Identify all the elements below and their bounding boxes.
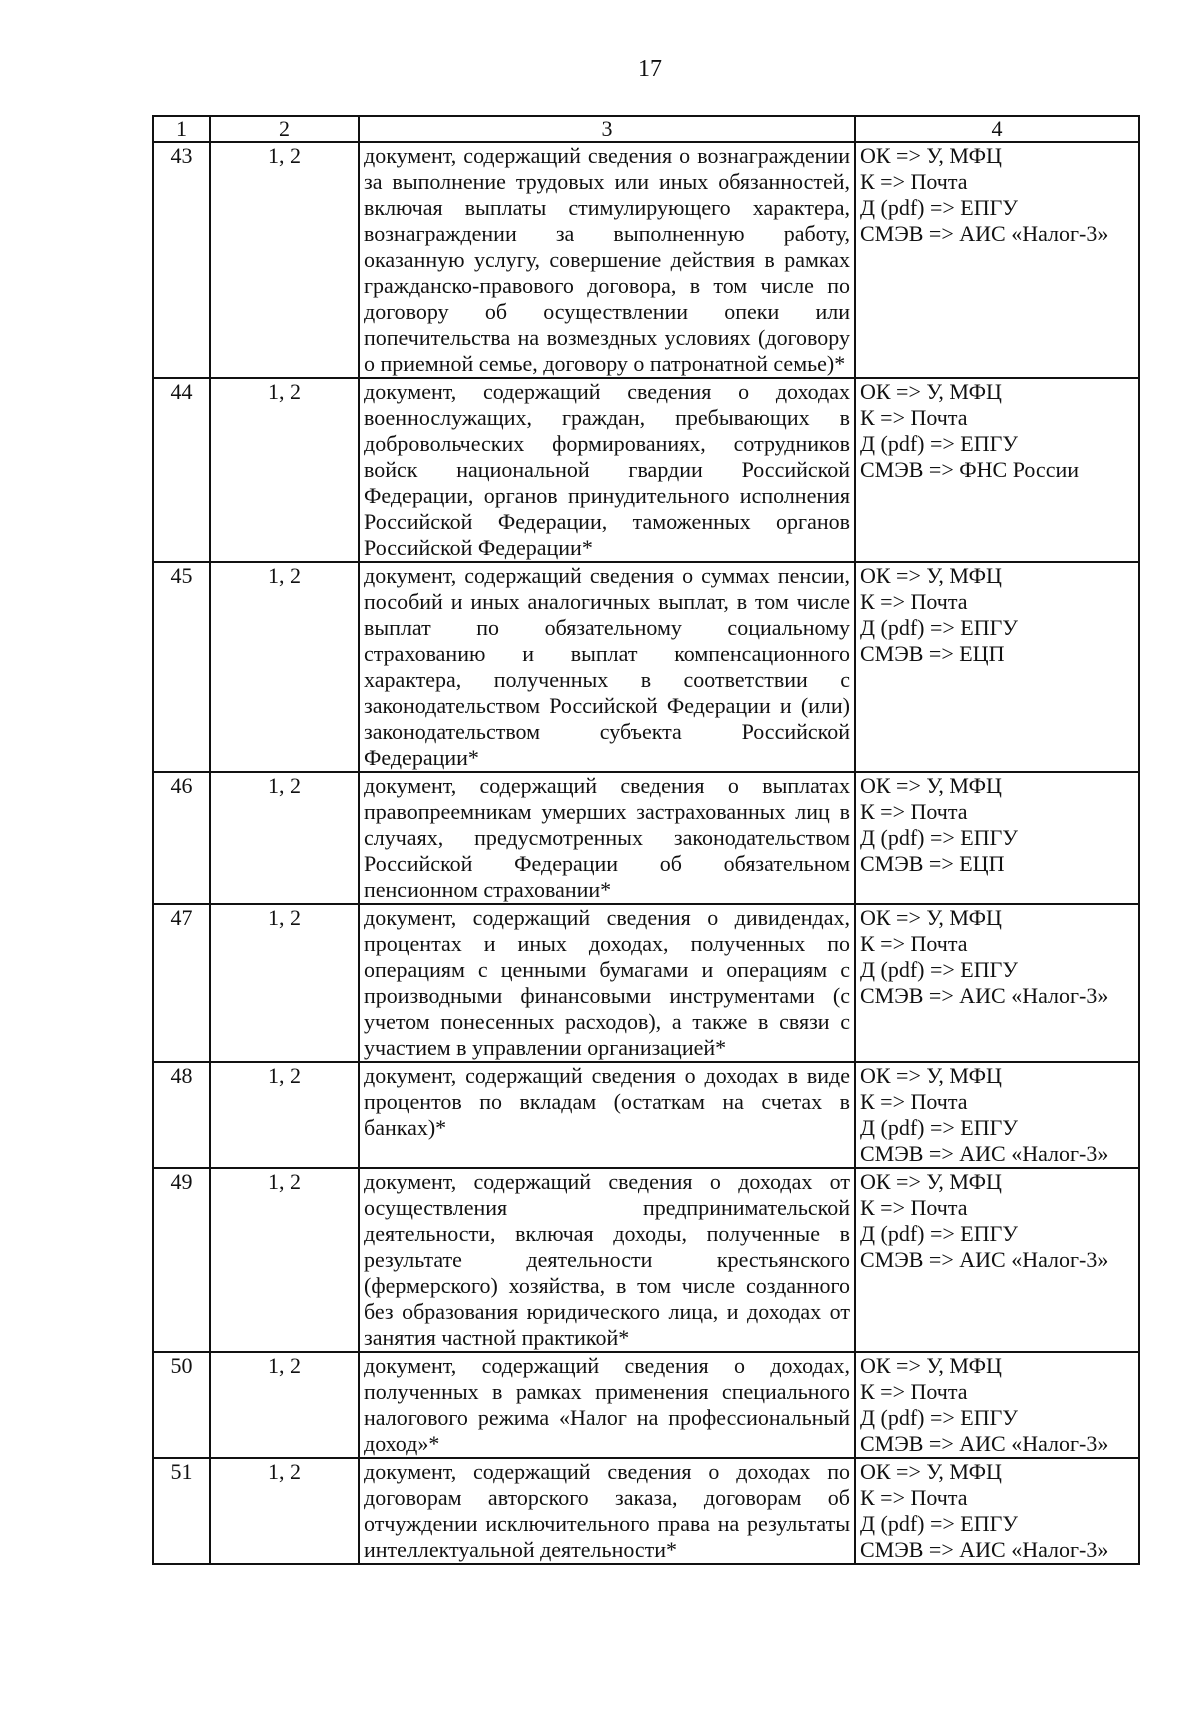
delivery-method-line: СМЭВ => ФНС России [860,457,1080,482]
delivery-method-line: Д (pdf) => ЕПГУ [860,1511,1018,1536]
row-description: документ, содержащий сведения о вознаграждении за выполнение трудовых или иных обязанностей, включая выплаты стимулирующего характера, вознаграждении за выполненную работу, оказанную услугу, совершение действия в рамках гражданско-правового договора, в том числе по договору об осуществлении опеки или попечительства на возмездных условиях (договору о приемной семье, договору о патронатной семье)* [359,142,855,378]
header-col-3: 3 [359,116,855,142]
delivery-method-line: К => Почта [860,589,968,614]
delivery-method-line: ОК => У, МФЦ [860,1353,1002,1378]
row-delivery-methods [855,142,1139,378]
row-number: 50 [153,1352,210,1458]
row-number: 47 [153,904,210,1062]
row-description: документ, содержащий сведения о доходах по договорам авторского заказа, договорам об отчуждении исключительного права на результаты интеллектуальной деятельности* [359,1458,855,1564]
table-row [153,142,1139,378]
delivery-method-line: СМЭВ => АИС «Налог-3» [860,983,1109,1008]
row-description: документ, содержащий сведения о дивидендах, процентах и иных доходах, полученных по операциям с ценными бумагами и операциям с производными финансовыми инструментами (с учетом понесенных расходов), а также в связи с участием в управлении организацией* [359,904,855,1062]
row-description: документ, содержащий сведения о выплатах правопреемникам умерших застрахованных лиц в случаях, предусмотренных законодательством Российской Федерации об обязательном пенсионном страховании* [359,772,855,904]
delivery-method-line: ОК => У, МФЦ [860,1459,1002,1484]
table-row [153,1062,1139,1168]
delivery-method-line: К => Почта [860,799,968,824]
header-col-2: 2 [210,116,359,142]
table-row [153,904,1139,1062]
table-row [153,772,1139,904]
row-source-codes: 1, 2 [210,1352,359,1458]
row-description: документ, содержащий сведения о суммах пенсии, пособий и иных аналогичных выплат, в том числе выплат по обязательному социальному страхованию и выплат компенсационного характера, полученных в соответствии с законодательством Российской Федерации и (или) законодательством субъекта Российской Федерации* [359,562,855,772]
delivery-method-line: ОК => У, МФЦ [860,905,1002,930]
delivery-method-line: Д (pdf) => ЕПГУ [860,1405,1018,1430]
table-row [153,1168,1139,1352]
table-row [153,1352,1139,1458]
row-description: документ, содержащий сведения о доходах от осуществления предпринимательской деятельности, включая доходы, полученные в результате деятельности крестьянского (фермерского) хозяйства, в том числе созданного без образования юридического лица, и доходах от занятия частной практикой* [359,1168,855,1352]
delivery-method-line: ОК => У, МФЦ [860,379,1002,404]
services-table [152,115,1140,1565]
row-source-codes: 1, 2 [210,1062,359,1168]
row-delivery-methods [855,1458,1139,1564]
delivery-method-line: ОК => У, МФЦ [860,563,1002,588]
page-number: 17 [638,56,662,82]
row-source-codes: 1, 2 [210,142,359,378]
delivery-method-line: К => Почта [860,169,968,194]
row-number: 44 [153,378,210,562]
row-source-codes: 1, 2 [210,1168,359,1352]
row-number: 43 [153,142,210,378]
row-number: 45 [153,562,210,772]
row-delivery-methods [855,1062,1139,1168]
row-source-codes: 1, 2 [210,562,359,772]
delivery-method-line: ОК => У, МФЦ [860,1169,1002,1194]
row-delivery-methods [855,772,1139,904]
delivery-method-line: К => Почта [860,1485,968,1510]
row-delivery-methods [855,1352,1139,1458]
row-delivery-methods [855,562,1139,772]
table-row [153,378,1139,562]
delivery-method-line: СМЭВ => АИС «Налог-3» [860,1141,1109,1166]
delivery-method-line: Д (pdf) => ЕПГУ [860,615,1018,640]
faint-stamp-mark [880,1685,960,1713]
row-number: 48 [153,1062,210,1168]
header-col-1: 1 [153,116,210,142]
row-number: 51 [153,1458,210,1564]
delivery-method-line: Д (pdf) => ЕПГУ [860,1221,1018,1246]
header-col-4: 4 [855,116,1139,142]
delivery-method-line: К => Почта [860,1089,968,1114]
delivery-method-line: ОК => У, МФЦ [860,1063,1002,1088]
row-source-codes: 1, 2 [210,772,359,904]
delivery-method-line: К => Почта [860,405,968,430]
row-delivery-methods [855,378,1139,562]
delivery-method-line: Д (pdf) => ЕПГУ [860,195,1018,220]
delivery-method-line: Д (pdf) => ЕПГУ [860,957,1018,982]
row-delivery-methods [855,904,1139,1062]
row-description: документ, содержащий сведения о доходах в виде процентов по вкладам (остаткам на счетах в банках)* [359,1062,855,1168]
row-source-codes: 1, 2 [210,904,359,1062]
row-description: документ, содержащий сведения о доходах военнослужащих, граждан, пребывающих в добровольческих формированиях, сотрудников войск национальной гвардии Российской Федерации, органов принудительного исполнения Российской Федерации, таможенных органов Российской Федерации* [359,378,855,562]
delivery-method-line: К => Почта [860,931,968,956]
delivery-method-line: К => Почта [860,1379,968,1404]
delivery-method-line: СМЭВ => ЕЦП [860,641,1005,666]
delivery-method-line: СМЭВ => АИС «Налог-3» [860,1431,1109,1456]
table-row [153,1458,1139,1564]
delivery-method-line: Д (pdf) => ЕПГУ [860,825,1018,850]
delivery-method-line: ОК => У, МФЦ [860,773,1002,798]
delivery-method-line: СМЭВ => АИС «Налог-3» [860,1247,1109,1272]
delivery-method-line: К => Почта [860,1195,968,1220]
delivery-method-line: СМЭВ => АИС «Налог-3» [860,221,1109,246]
table-header-row [153,116,1139,142]
delivery-method-line: Д (pdf) => ЕПГУ [860,1115,1018,1140]
delivery-method-line: Д (pdf) => ЕПГУ [860,431,1018,456]
row-source-codes: 1, 2 [210,1458,359,1564]
delivery-method-line: ОК => У, МФЦ [860,143,1002,168]
row-delivery-methods [855,1168,1139,1352]
table-row [153,562,1139,772]
row-description: документ, содержащий сведения о доходах, полученных в рамках применения специального налогового режима «Налог на профессиональный доход»* [359,1352,855,1458]
row-source-codes: 1, 2 [210,378,359,562]
row-number: 49 [153,1168,210,1352]
delivery-method-line: СМЭВ => АИС «Налог-3» [860,1537,1109,1562]
row-number: 46 [153,772,210,904]
delivery-method-line: СМЭВ => ЕЦП [860,851,1005,876]
